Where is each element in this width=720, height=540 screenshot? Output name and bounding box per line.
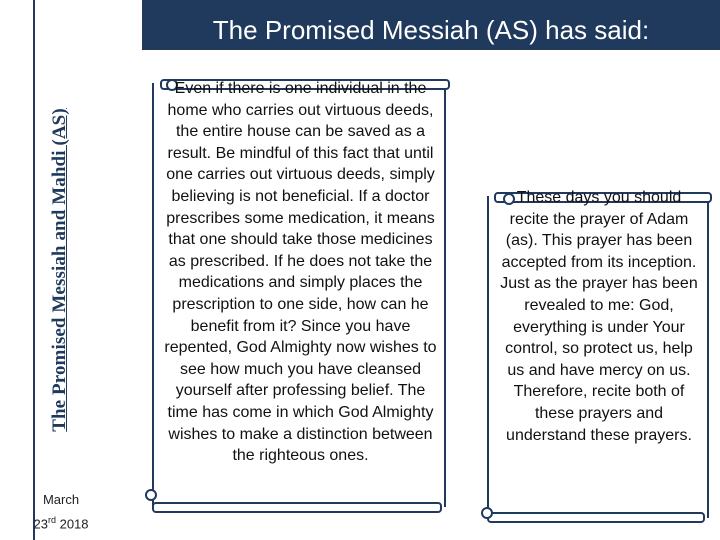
- sidebar-divider: [33, 0, 35, 540]
- title-banner: [142, 0, 720, 50]
- date-year: 2018: [59, 516, 89, 532]
- scroll-curl-bottom-left: [145, 489, 157, 501]
- date-line: [2, 510, 120, 534]
- quote-text-right: These days you should recite the prayer of Adam (as). This prayer has been accepted from its inception. Just as the prayer has been revealed to me: God, everything is under Your control, so protect us, help us and have mercy on us. Therefore, recite both of these prayers and understand these prayers.: [500, 189, 698, 444]
- date-day: 23: [33, 516, 48, 532]
- date-month: March: [42, 492, 80, 507]
- scroll-bottom-edge-right: [487, 512, 705, 523]
- date-suffix: rd: [47, 515, 56, 525]
- sidebar: [0, 0, 142, 540]
- date-label: [2, 490, 120, 534]
- scroll-bottom-edge-left: [152, 502, 442, 513]
- quote-text-left: Even if there is one individual in the home who carries out virtuous deeds, the entire house can be saved as a result. Be mindful of this fact that until one carries out virtuous deeds, simply believing is not beneficial. If a doctor prescribes some medication, it means that one should take those medicines as prescribed. If he does not take the medications and simply places the prescription to one side, how can he benefit from it? Since you have repented, God Almighty now wishes to see how much you have cleansed yourself after professing belief. The time has come in which God Almighty wishes to make a distinction between the righteous ones.: [164, 80, 437, 465]
- scroll-curl-bottom-right: [481, 507, 493, 519]
- banner-title: The Promised Messiah (AS) has said:: [212, 15, 650, 45]
- vertical-title: The Promised Messiah and Mahdi (AS): [49, 108, 70, 432]
